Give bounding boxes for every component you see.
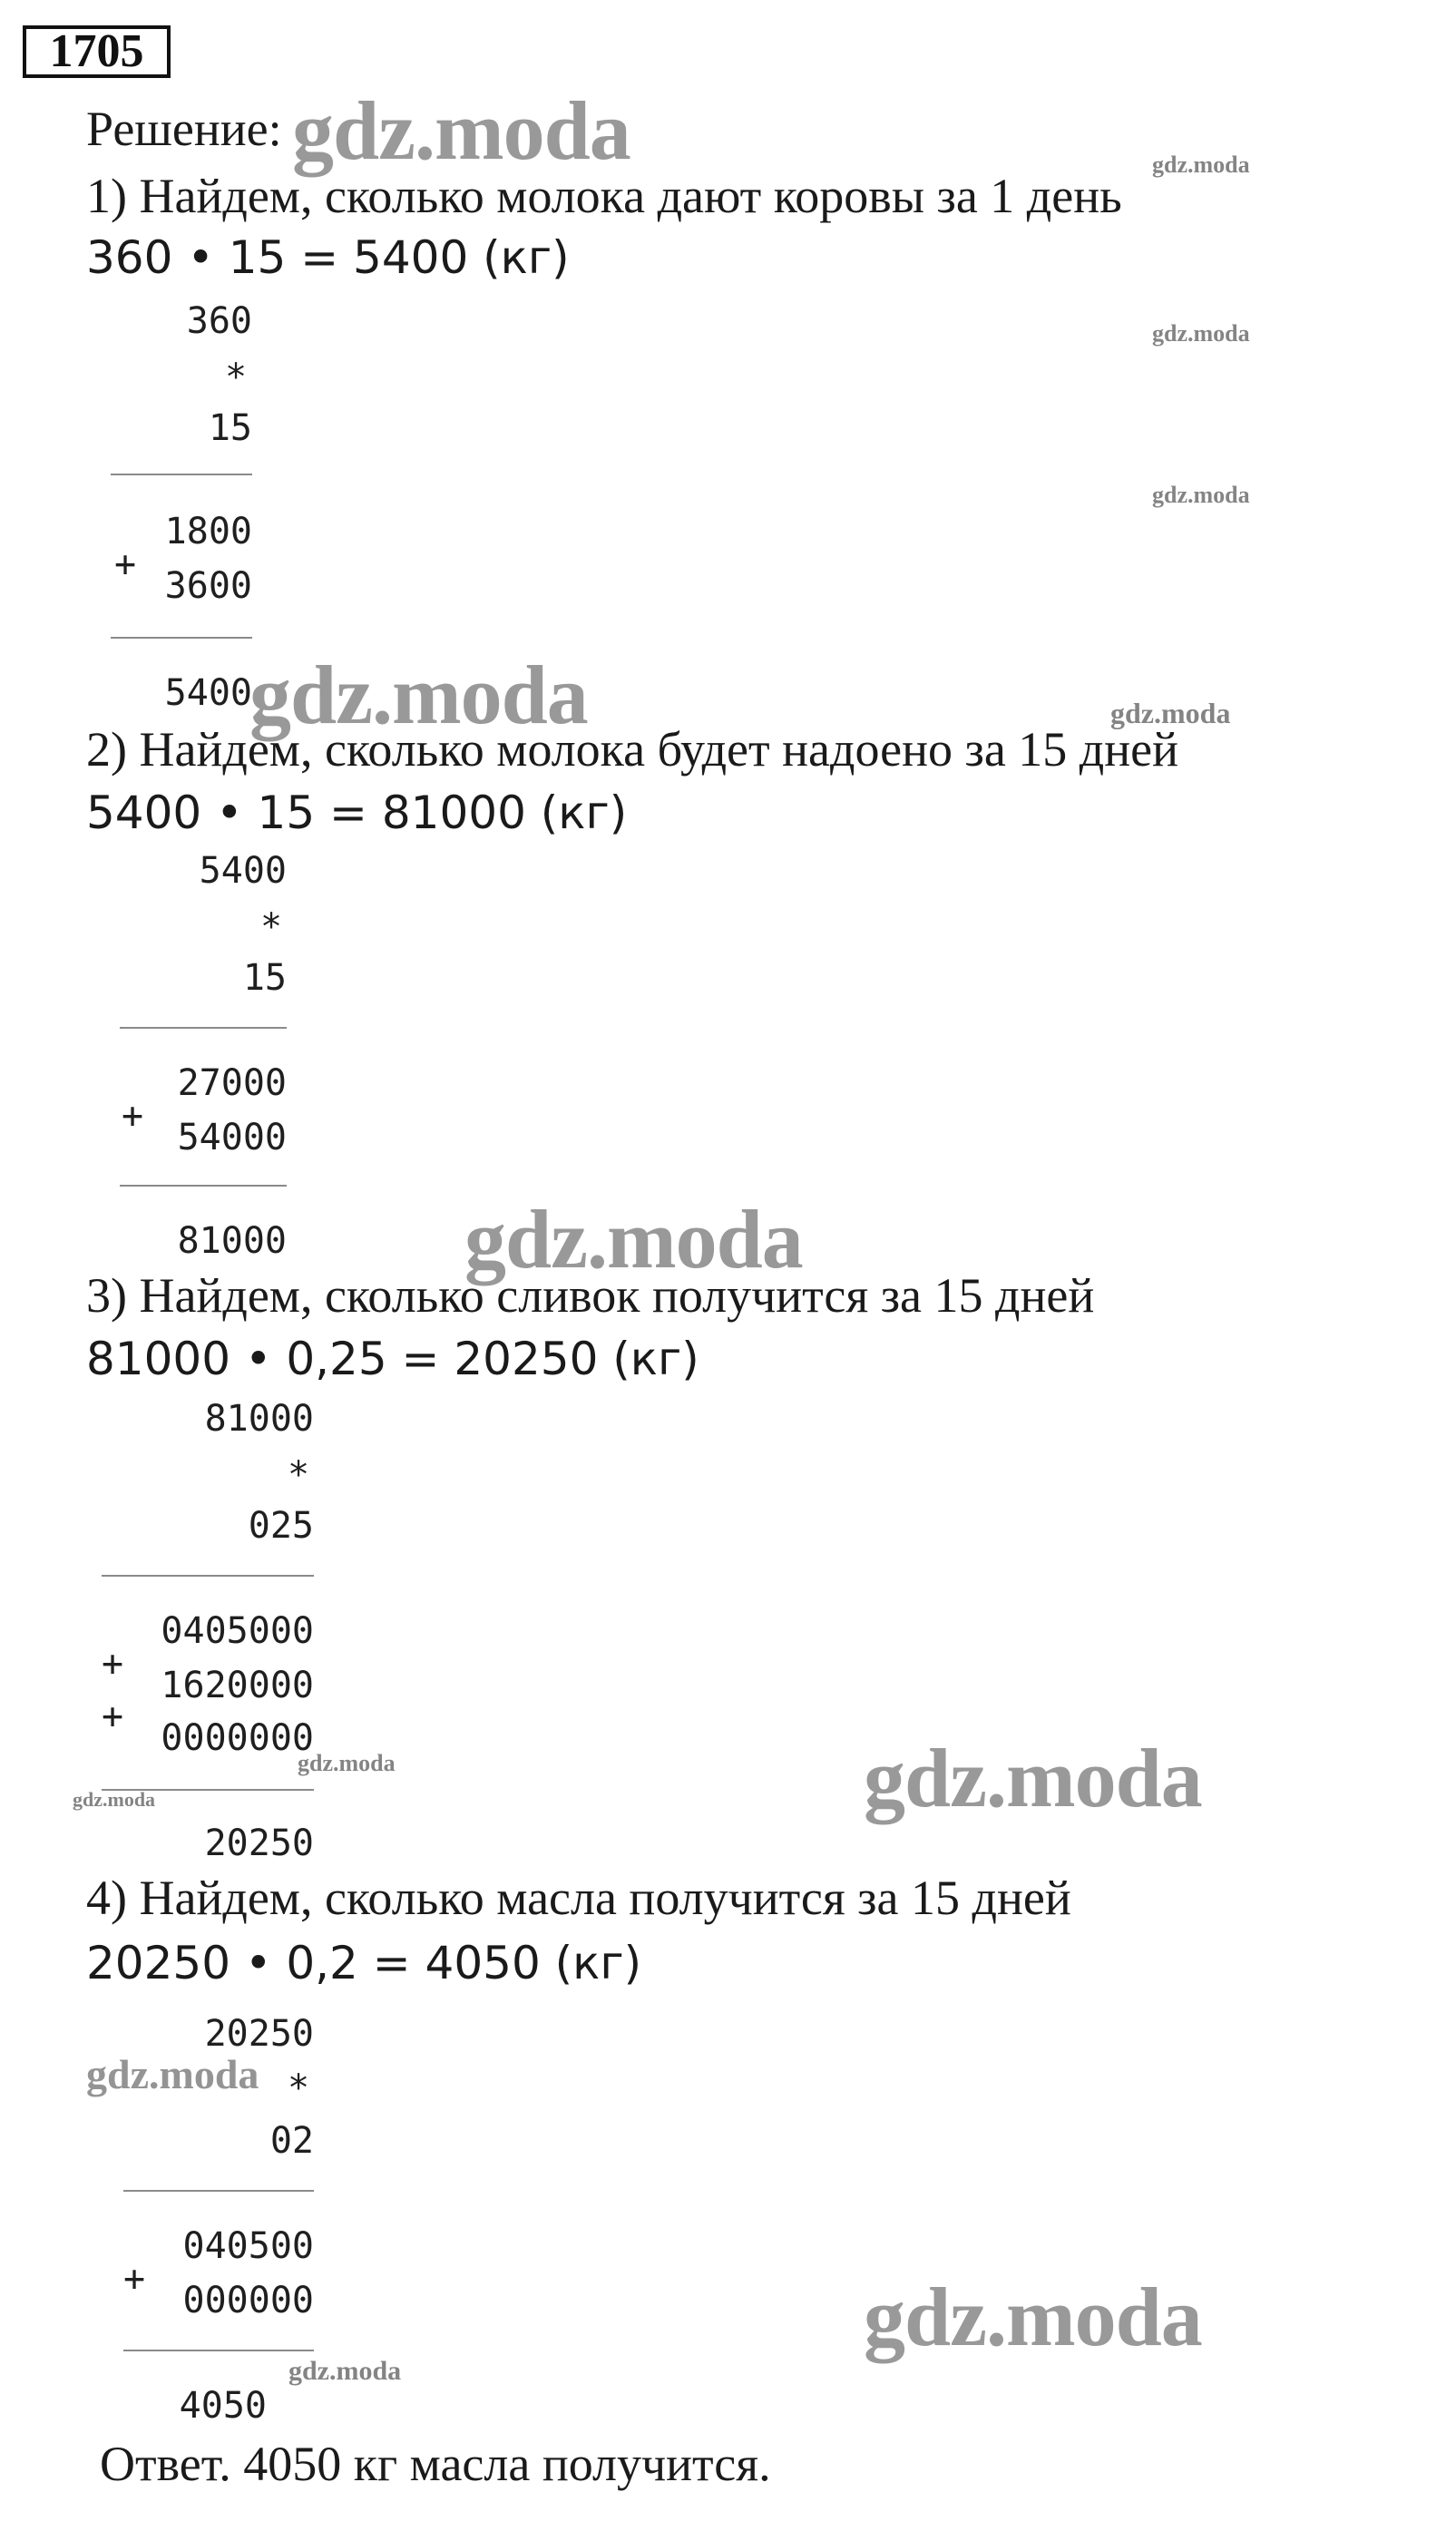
step-4-equation: 20250 • 0,2 = 4050 (кг) <box>86 1937 642 1989</box>
step-2-partial-2: 54000 <box>177 1117 287 1158</box>
answer-text: Ответ. 4050 кг масла получится. <box>100 2437 771 2491</box>
step-3-multiplicand: 81000 <box>204 1398 314 1440</box>
step-4-rule-bottom <box>123 2350 314 2351</box>
step-4-rule-top <box>123 2190 314 2192</box>
watermark: gdz.moda <box>249 649 588 741</box>
step-3-partial-3: 0000000 <box>161 1717 314 1759</box>
step-2-multiplicand: 5400 <box>199 850 287 892</box>
step-1-multiply-sign: * <box>225 357 248 398</box>
watermark: gdz.moda <box>864 2271 1202 2363</box>
step-1-rule-top <box>111 474 252 475</box>
step-2-partial-1: 27000 <box>177 1062 287 1104</box>
step-3-multiply-sign: * <box>288 1454 310 1496</box>
step-3-multiplier: 025 <box>248 1505 314 1547</box>
step-1-result: 5400 <box>164 672 252 714</box>
step-1-multiplicand: 360 <box>186 300 252 342</box>
step-2-multiply-sign: * <box>260 906 283 948</box>
step-2-rule-top <box>120 1027 287 1029</box>
step-2-heading: 2) Найдем, сколько молока будет надоено за 15 дней <box>86 722 1179 777</box>
step-1-multiplier: 15 <box>208 407 252 449</box>
step-1-heading: 1) Найдем, сколько молока дают коровы за 1 день <box>86 169 1122 223</box>
step-3-rule-top <box>102 1575 314 1577</box>
watermark: gdz.moda <box>1152 320 1250 347</box>
step-3-result: 20250 <box>204 1823 314 1864</box>
task-number: 1705 <box>23 25 171 78</box>
step-4-multiplicand: 20250 <box>204 2013 314 2055</box>
watermark: gdz.moda <box>298 1750 396 1776</box>
step-1-partial-2: 3600 <box>164 565 252 607</box>
step-4-result: 4050 <box>179 2385 267 2427</box>
step-1-equation: 360 • 15 = 5400 (кг) <box>86 231 570 284</box>
solution-label: Решение: <box>86 102 282 156</box>
step-4-partial-2: 000000 <box>182 2280 314 2321</box>
watermark: gdz.moda <box>864 1732 1202 1824</box>
step-4-partial-1: 040500 <box>182 2225 314 2267</box>
step-1-plus-sign: + <box>114 543 137 585</box>
step-3-plus-sign-2: + <box>102 1695 124 1737</box>
step-2-equation: 5400 • 15 = 81000 (кг) <box>86 787 628 839</box>
step-4-multiply-sign: * <box>288 2067 310 2109</box>
watermark: gdz.moda <box>1152 151 1250 178</box>
step-4-multiplier: 02 <box>269 2120 314 2162</box>
watermark: gdz.moda <box>86 2051 259 2097</box>
step-2-multiplier: 15 <box>242 957 287 999</box>
step-4-plus-sign: + <box>123 2258 146 2300</box>
step-1-rule-bottom <box>111 637 252 639</box>
watermark: gdz.moda <box>464 1193 803 1285</box>
step-3-heading: 3) Найдем, сколько сливок получится за 15 дней <box>86 1268 1095 1323</box>
step-3-partial-2: 1620000 <box>161 1665 314 1706</box>
step-3-partial-1: 0405000 <box>161 1610 314 1652</box>
watermark: gdz.moda <box>292 84 630 177</box>
step-2-rule-bottom <box>120 1185 287 1187</box>
step-3-equation: 81000 • 0,25 = 20250 (кг) <box>86 1333 699 1385</box>
watermark: gdz.moda <box>73 1788 156 1811</box>
step-1-partial-1: 1800 <box>164 511 252 552</box>
step-2-plus-sign: + <box>122 1095 144 1137</box>
step-4-heading: 4) Найдем, сколько масла получится за 15 дней <box>86 1871 1071 1925</box>
watermark: gdz.moda <box>288 2356 402 2386</box>
watermark: gdz.moda <box>1110 697 1231 729</box>
step-3-plus-sign-1: + <box>102 1643 124 1685</box>
step-2-result: 81000 <box>177 1220 287 1262</box>
watermark: gdz.moda <box>1152 482 1250 508</box>
